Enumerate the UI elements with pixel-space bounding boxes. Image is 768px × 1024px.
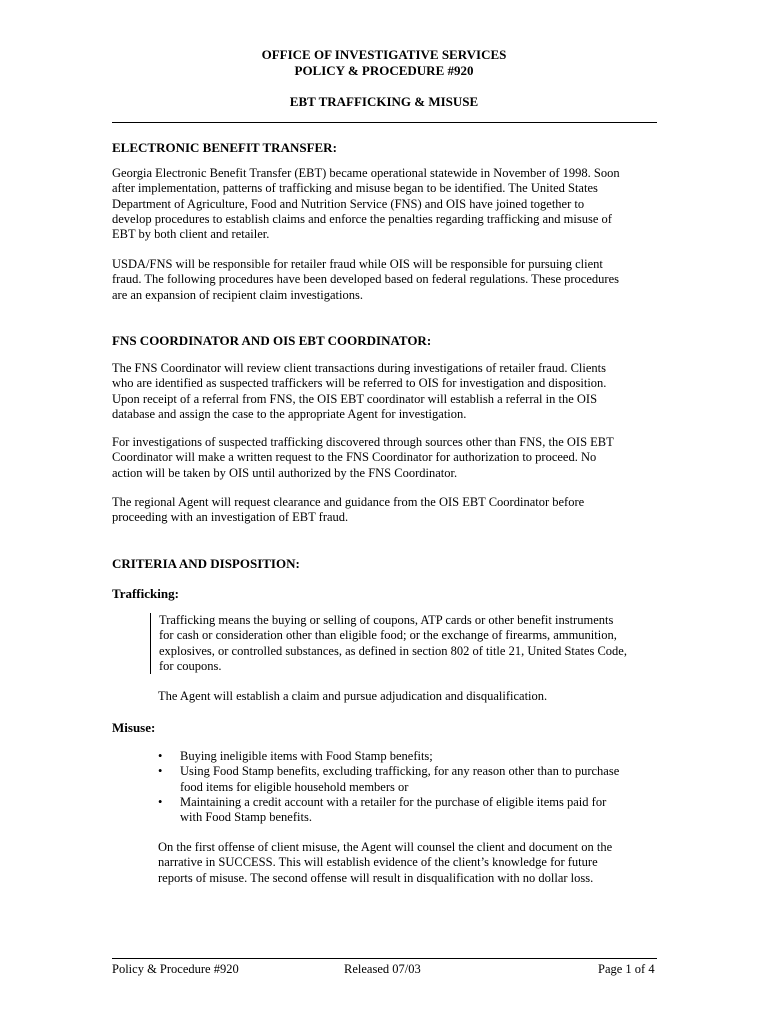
bullet-icon: • (158, 764, 163, 779)
footer-release-date: Released 07/03 (344, 962, 421, 976)
bullet-icon: • (158, 749, 163, 763)
paragraph-fns-coordinator: The FNS Coordinator will review client transactions during investigations of retailer fraud. Clients who are identified as suspected traffickers will be referred to OIS for investigation and disposition. Upon receipt of a referral from FNS, the OIS EBT coordinator will establish a referral in the OIS database and assign the case to the appropriate Agent for investigation. (112, 361, 607, 421)
paragraph-ebt-intro: Georgia Electronic Benefit Transfer (EBT) became operational statewide in November of 1998. Soon after implementation, patterns of trafficking and misuse began to be identified. The United States Department of Agriculture, Food and Nutrition Service (FNS) and OIS have joined together to develop procedures to establish claims and enforce the penalties regarding trafficking and misuse of EBT by both client and retailer. (112, 166, 620, 242)
paragraph-ebt-responsibility: USDA/FNS will be responsible for retailer fraud while OIS will be responsible for pursuing client fraud. The following procedures have been developed based on federal regulations. These procedures are an expansion of recipient claim investigations. (112, 257, 619, 302)
subheading-misuse: Misuse: (112, 720, 156, 735)
bullet-icon: • (158, 794, 163, 809)
list-item (158, 749, 628, 764)
misuse-list (158, 749, 628, 825)
section-heading-ebt: ELECTRONIC BENEFIT TRANSFER: (112, 140, 337, 155)
paragraph-other-sources: For investigations of suspected trafficking discovered through sources other than FNS, the OIS EBT Coordinator will make a written request to the FNS Coordinator for authorization to proceed. No action will be taken by OIS until authorized by the FNS Coordinator. (112, 435, 614, 480)
trafficking-action: The Agent will establish a claim and pursue adjudication and disqualification. (158, 689, 548, 703)
section-heading-criteria: CRITERIA AND DISPOSITION: (112, 556, 300, 571)
footer-policy: Policy & Procedure #920 (112, 962, 239, 976)
paragraph-regional-agent: The regional Agent will request clearance and guidance from the OIS EBT Coordinator before proceeding with an investigation of EBT fraud. (112, 495, 585, 525)
header-policy-number: POLICY & PROCEDURE #920 (294, 63, 474, 78)
footer-page-number: Page 1 of 4 (598, 962, 655, 976)
list-item (158, 764, 628, 795)
misuse-item-text: Maintaining a credit account with a retailer for the purchase of eligible items paid for with Food Stamp benefits. (180, 794, 607, 825)
trafficking-definition: Trafficking means the buying or selling of coupons, ATP cards or other benefit instruments for cash or consideration other than eligible food; or the exchange of firearms, ammunition, explosives, or controlled substances, as defined in section 802 of title 21, United States Code, for coupons. (150, 613, 631, 674)
misuse-action: On the first offense of client misuse, the Agent will counsel the client and document on the narrative in SUCCESS. This will establish evidence of the client’s knowledge for future reports of misuse. The second offense will result in disqualification with no dollar loss. (158, 840, 613, 885)
misuse-item-text: Buying ineligible items with Food Stamp benefits; (180, 749, 433, 763)
section-heading-coordinator: FNS COORDINATOR AND OIS EBT COORDINATOR: (112, 333, 432, 348)
header-org: OFFICE OF INVESTIGATIVE SERVICES (261, 47, 507, 62)
list-item (158, 795, 628, 826)
subheading-trafficking: Trafficking: (112, 586, 179, 601)
footer-divider (112, 958, 657, 959)
document-title: EBT TRAFFICKING & MISUSE (289, 94, 479, 109)
title-divider (112, 122, 657, 123)
misuse-item-text: Using Food Stamp benefits, excluding trafficking, for any reason other than to purchase food items for eligible household members or (180, 764, 620, 794)
